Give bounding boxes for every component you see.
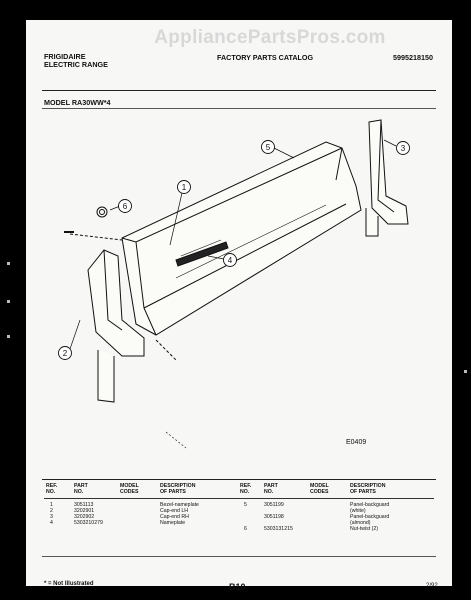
footnote: * = Not Illustrated [44,581,94,587]
callout-3 [397,142,410,155]
table-cell: Cap-end LH [160,508,188,514]
svg-text:6: 6 [122,202,128,211]
table-cell: 3 [50,514,53,520]
svg-text:1: 1 [181,183,187,192]
table-cell: (almond) [350,520,371,526]
table-cell: 3202901 [74,508,95,514]
svg-text:2: 2 [62,349,68,358]
callout-1 [178,181,191,194]
svg-text:4: 4 [227,256,233,265]
header-ref-no: REF. NO. [240,483,252,495]
table-cell: Panel-backguard [350,514,390,520]
table-cell: 3051113 [74,502,94,508]
header-model-codes: MODEL CODES [120,483,139,495]
header-description: DESCRIPTION OF PARTS [160,483,196,495]
table-cell: (white) [350,508,366,514]
table-cell: 5 [244,502,247,508]
catalog-sheet [26,20,452,592]
scan-mark [464,370,467,373]
callout-6 [119,200,132,213]
parts-diagram [26,20,452,460]
table-cell: Nameplate [160,520,186,526]
catalog-title: FACTORY PARTS CATALOG [217,53,314,62]
table-cell: 5303210279 [74,520,103,526]
table-cell: Cap-end RH [160,514,189,520]
revision-date: 2/92 [426,583,438,589]
model-label: MODEL RA30WW*4 [44,98,111,107]
scan-mark [7,262,10,265]
table-cell: 5303131215 [264,526,293,532]
brand-name: FRIGIDAIRE [44,52,86,61]
table-cell: 1 [50,502,53,508]
table-cell: Bezel-nameplate [160,502,199,508]
header-part-no: PART NO. [74,483,88,495]
diagram-code: E0409 [346,439,367,446]
product-type: ELECTRIC RANGE [44,60,108,69]
end-cap-left-leg [98,350,114,402]
scan-mark [7,300,10,303]
nut-twist-part [97,207,107,217]
svg-text:5: 5 [265,143,271,152]
svg-text:3: 3 [400,144,406,153]
table-bottom-rule [42,556,436,557]
header-part-no: PART NO. [264,483,278,495]
header-model-codes: MODEL CODES [310,483,329,495]
page-number: B10 [229,582,246,592]
table-top-rule [42,479,436,480]
table-cell: 6 [244,526,247,532]
table-cell: Panel-backguard [350,502,390,508]
watermark: AppliancePartsPros.com [154,27,386,48]
table-cell: 2 [50,508,53,514]
header-description: DESCRIPTION OF PARTS [350,483,386,495]
callout-5 [262,141,275,154]
parts-table [42,483,452,573]
header-ref-no: REF. NO. [46,483,58,495]
backguard-panel [122,142,361,335]
callout-4 [224,254,237,267]
table-cell: Nut-twist (2) [350,526,378,532]
table-cell: 3051198 [264,514,284,520]
table-header-rule [44,498,434,499]
catalog-number: 5995218150 [393,53,433,62]
table-cell: 3051199 [264,502,284,508]
table-cell: 4 [50,520,53,526]
scan-mark [7,335,10,338]
table-cell: 3202902 [74,514,95,520]
callout-2 [59,347,72,360]
